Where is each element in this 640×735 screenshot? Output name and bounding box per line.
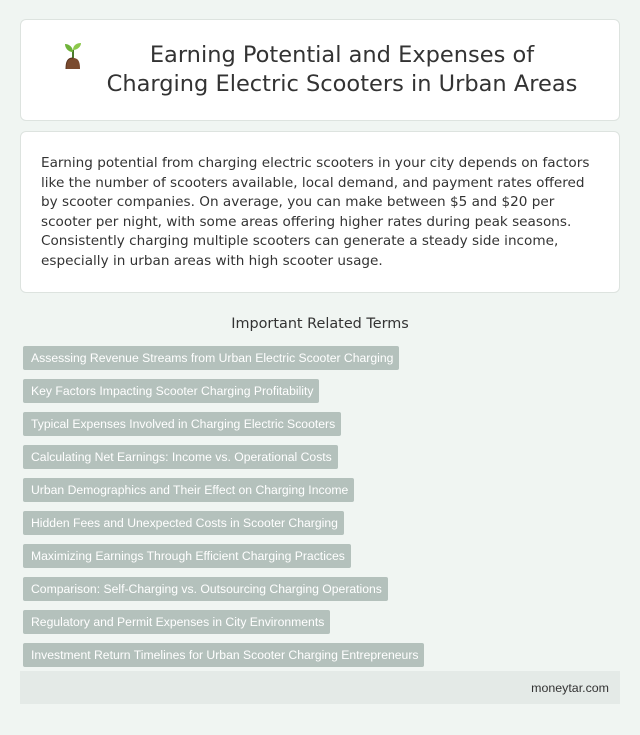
page-title: Earning Potential and Expenses of Charging Electric Scooters in Urban Areas: [106, 42, 578, 97]
related-term-link[interactable]: Assessing Revenue Streams from Urban Electric Scooter Charging: [23, 346, 399, 370]
related-term-link[interactable]: Calculating Net Earnings: Income vs. Operational Costs: [23, 445, 338, 469]
related-term-link[interactable]: Urban Demographics and Their Effect on Charging Income: [23, 478, 354, 502]
footer-site-link[interactable]: moneytar.com: [531, 680, 609, 695]
related-term-link[interactable]: Hidden Fees and Unexpected Costs in Scooter Charging: [23, 511, 344, 535]
intro-paragraph: Earning potential from charging electric scooters in your city depends on factors like the number of scooters available, local demand, and payment rates offered by scooter companies. On average, you can make between $5 and $20 per scooter per night, with some areas offering higher rates during peak seasons. Consistently charging multiple scooters can generate a steady side income, especially in urban areas with high scooter usage.: [41, 155, 590, 269]
header-card: [20, 19, 620, 121]
related-term-link[interactable]: Comparison: Self-Charging vs. Outsourcing Charging Operations: [23, 577, 388, 601]
footer: [20, 671, 620, 704]
related-term-link[interactable]: Typical Expenses Involved in Charging Electric Scooters: [23, 412, 341, 436]
related-term-link[interactable]: Maximizing Earnings Through Efficient Charging Practices: [23, 544, 351, 568]
intro-card: [20, 131, 620, 293]
seedling-icon: [58, 39, 88, 69]
header-inner: [58, 41, 582, 99]
related-terms-heading: Important Related Terms: [231, 316, 409, 332]
related-terms-list: [20, 346, 620, 667]
related-term-link[interactable]: Investment Return Timelines for Urban Scooter Charging Entrepreneurs: [23, 643, 424, 667]
related-term-link[interactable]: Key Factors Impacting Scooter Charging Profitability: [23, 379, 319, 403]
related-term-link[interactable]: Regulatory and Permit Expenses in City Environments: [23, 610, 330, 634]
